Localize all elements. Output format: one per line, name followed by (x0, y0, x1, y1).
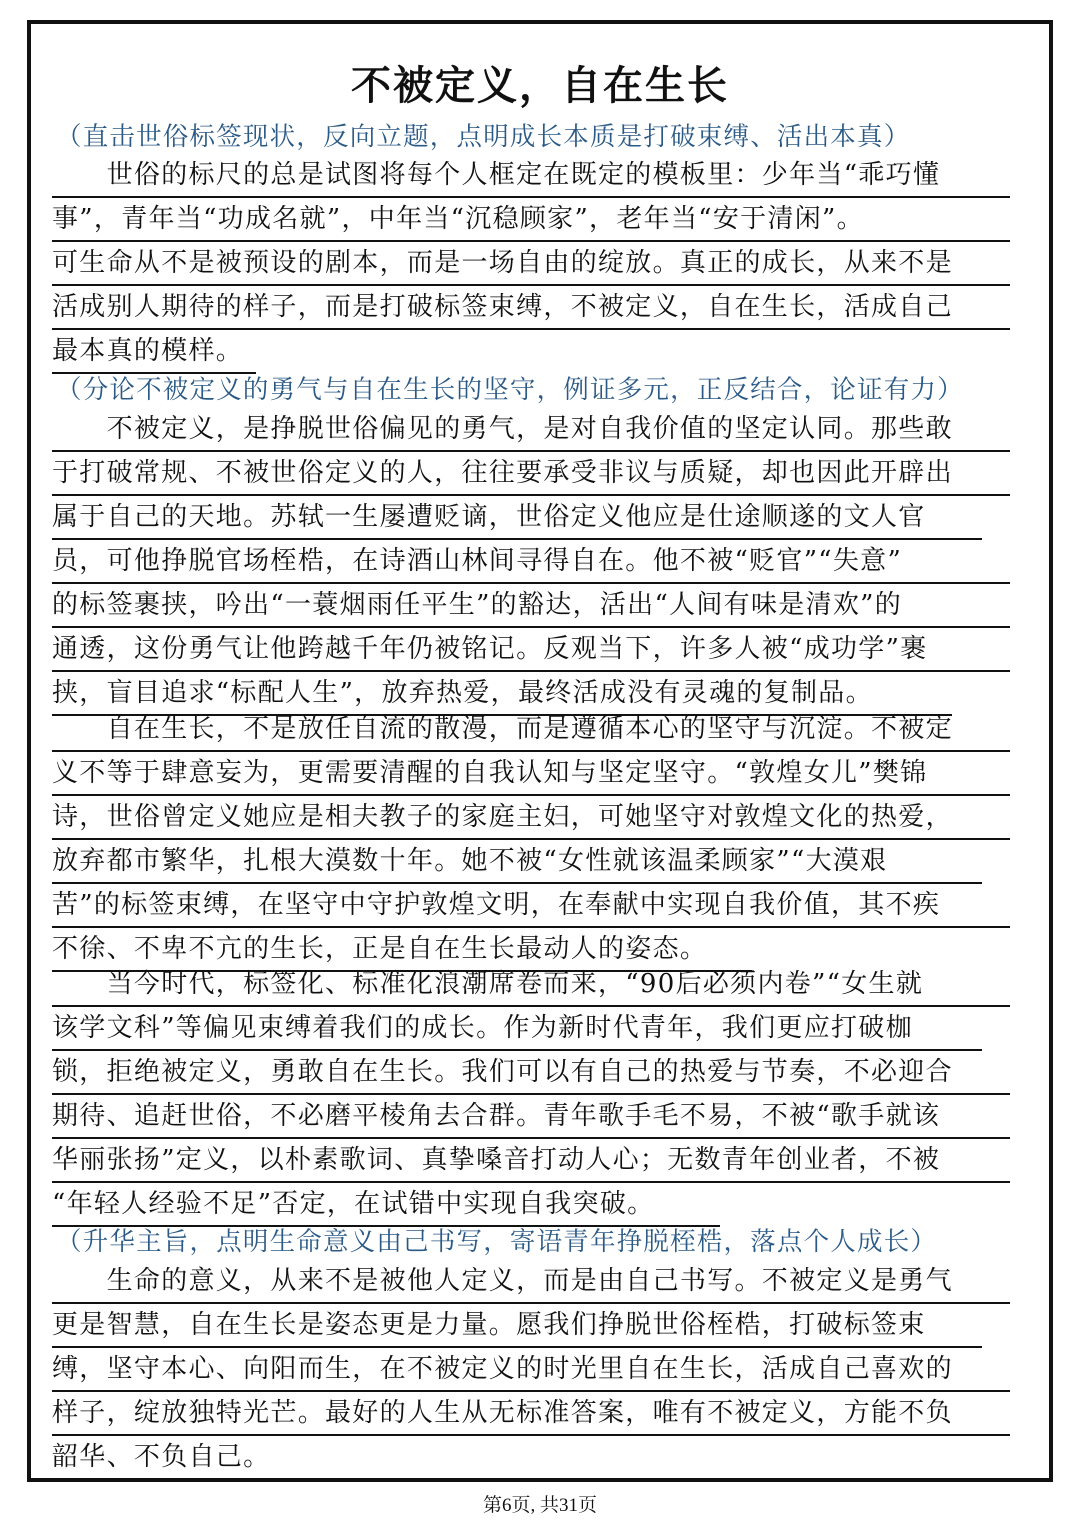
text-line: 生命的意义，从来不是被他人定义，而是由自己书写。不被定义是勇气 (52, 1262, 1010, 1304)
text-line: 可生命从不是被预设的剧本，而是一场自由的绽放。真正的成长，从来不是 (52, 244, 1010, 286)
text-line: 当今时代，标签化、标准化浪潮席卷而来，“90后必须内卷”“女生就 (52, 965, 1010, 1007)
comment-intro: （直击世俗标签现状，反向立题，点明成长本质是打破束缚、活出本真） (56, 122, 911, 152)
text-line: 诗，世俗曾定义她应是相夫教子的家庭主妇，可她坚守对敦煌文化的热爱， (52, 798, 1010, 840)
text-line: 自在生长，不是放任自流的散漫，而是遵循本心的坚守与沉淀。不被定 (52, 710, 1010, 752)
text-line: 事”，青年当“功成名就”，中年当“沉稳顾家”，老年当“安于清闲”。 (52, 200, 1010, 242)
text-line: 于打破常规、不被世俗定义的人，往往要承受非议与质疑，却也因此开辟出 (52, 454, 1010, 496)
text-line: “年轻人经验不足”否定，在试错中实现自我突破。 (52, 1185, 720, 1227)
text-line: 期待、追赶世俗，不必磨平棱角去合群。青年歌手毛不易，不被“歌手就该 (52, 1097, 1010, 1139)
comment-conclusion: （升华主旨，点明生命意义由己书写，寄语青年挣脱桎梏，落点个人成长） (56, 1227, 938, 1257)
text-line: 员，可他挣脱官场桎梏，在诗酒山林间寻得自在。他不被“贬官”“失意” (52, 542, 1010, 584)
text-line: 世俗的标尺的总是试图将每个人框定在既定的模板里：少年当“乖巧懂 (52, 156, 1010, 198)
text-line: 不徐、不卑不亢的生长，正是自在生长最动人的姿态。 (52, 930, 752, 972)
text-line: 不被定义，是挣脱世俗偏见的勇气，是对自我价值的坚定认同。那些敢 (52, 410, 1010, 452)
text-line: 韶华、不负自己。 (52, 1438, 284, 1480)
text-line: 通透，这份勇气让他跨越千年仍被铭记。反观当下，许多人被“成功学”裹 (52, 630, 1010, 672)
page-number: 第6页, 共31页 (482, 1495, 597, 1516)
text-line: 苦”的标签束缚，在坚守中守护敦煌文明，在奉献中实现自我价值，其不疾 (52, 886, 1010, 928)
text-line: 锁，拒绝被定义，勇敢自在生长。我们可以有自己的热爱与节奏，不必迎合 (52, 1053, 1010, 1095)
text-line: 活成别人期待的样子，而是打破标签束缚，不被定义，自在生长，活成自己 (52, 288, 1010, 330)
text-line: 义不等于肆意妄为，更需要清醒的自我认知与坚定坚守。“敦煌女儿”樊锦 (52, 754, 1010, 796)
text-line: 样子，绽放独特光芒。最好的人生从无标准答案，唯有不被定义，方能不负 (52, 1394, 1010, 1436)
text-line: 更是智慧，自在生长是姿态更是力量。愿我们挣脱世俗桎梏，打破标签束 (52, 1306, 982, 1348)
text-line: 华丽张扬”定义，以朴素歌词、真挚嗓音打动人心；无数青年创业者，不被 (52, 1141, 1010, 1183)
text-line: 的标签裹挟，吟出“一蓑烟雨任平生”的豁达，活出“人间有味是清欢”的 (52, 586, 1010, 628)
text-line: 属于自己的天地。苏轼一生屡遭贬谪，世俗定义他应是仕途顺遂的文人官 (52, 498, 982, 540)
text-line: 最本真的模样。 (52, 332, 256, 374)
text-line: 缚，坚守本心、向阳而生，在不被定义的时光里自在生长，活成自己喜欢的 (52, 1350, 1010, 1392)
text-line: 放弃都市繁华，扎根大漠数十年。她不被“女性就该温柔顾家”“大漠艰 (52, 842, 982, 884)
text-line: 该学文科”等偏见束缚着我们的成长。作为新时代青年，我们更应打破枷 (52, 1009, 982, 1051)
text-line: 挟，盲目追求“标配人生”，放弃热爱，最终活成没有灵魂的复制品。 (52, 674, 952, 716)
essay-title: 不被定义，自在生长 (351, 63, 729, 109)
comment-body: （分论不被定义的勇气与自在生长的坚守，例证多元，正反结合，论证有力） (56, 375, 964, 405)
